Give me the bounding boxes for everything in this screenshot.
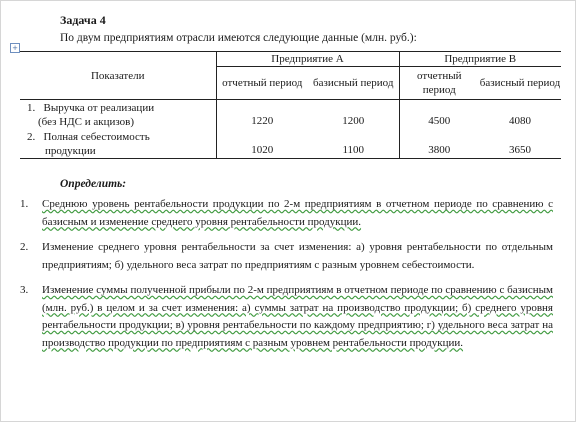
list-item: 2. Изменение среднего уровня рентабельности за счет изменения: а) уровня рентабельности по отдельным предприятиям; б) удельного веса затрат по предприятиям с разным уровнем себестоимости.: [20, 241, 553, 271]
cell-b-reporting: 4500: [399, 100, 479, 130]
task-text: Изменение среднего уровня рентабельности за счет изменения: а) уровня рентабельности по отдельным предприятиям; б) удельного веса затрат по предприятиям с разным уровнем себестоимости.: [42, 241, 553, 271]
b-base-period-header: базисный период: [479, 67, 561, 100]
table-row: [20, 100, 561, 130]
cell-b-base: 4080: [509, 115, 531, 127]
a-reporting-period-header: отчетный период: [216, 67, 308, 100]
row-indicator: 1. Выручка от реализации (без НДС и акцизов): [27, 102, 155, 128]
list-item: 3. Изменение суммы полученной прибыли по 2-м предприятиям в отчетном периоде по сравнению с базисным (млн. руб.) в целом и за счет изменения: а) суммы затрат на производство продукции; б) среднего уровня рентабельности продукции; в) уровня рентабельности по каждому предприятию; г) удельного веса затрат на производство продукции по предприятиям с разным уровнем рентабельности продукции.: [20, 284, 553, 349]
enterprise-a-header: Предприятие А: [216, 52, 399, 67]
task-title: Задача 4: [60, 13, 106, 27]
table-row: [20, 129, 561, 159]
intro-text: По двум предприятиям отрасли имеются следующие данные (млн. руб.):: [60, 32, 417, 44]
determine-label: Определить:: [60, 178, 127, 190]
task-text: Изменение суммы полученной прибыли по 2-м предприятиям в отчетном периоде по сравнению с базисным (млн. руб.) в целом и за счет изменения: а) суммы затрат на производство продукции; б) среднего уровня рентабельности продукции; в) уровня рентабельности по каждому предприятию; г) удельного веса затрат на производство продукции по предприятиям с разным уровнем рентабельности продукции.: [42, 284, 553, 349]
enterprise-b-header: Предприятие В: [399, 52, 561, 67]
b-reporting-period-header: отчетный период: [399, 67, 479, 100]
table-anchor-icon[interactable]: +: [10, 43, 20, 53]
indicator-header: Показатели: [20, 52, 216, 100]
cell-b-base: 3650: [479, 129, 561, 159]
row-indicator: 2. Полная себестоимость продукции: [20, 129, 216, 159]
data-table: [20, 51, 561, 159]
cell-a-base: 1100: [308, 129, 399, 159]
list-item: 1. Среднюю уровень рентабельности продукции по 2-м предприятиям в отчетном периоде по сравнению с базисным и изменение среднего уровня рентабельности продукции.: [20, 198, 553, 228]
task-text: Среднюю уровень рентабельности продукции по 2-м предприятиям в отчетном периоде по сравнению с базисным и изменение среднего уровня рентабельности продукции.: [42, 198, 553, 228]
cell-b-reporting: 3800: [399, 129, 479, 159]
cell-a-base: 1200: [342, 115, 365, 127]
a-base-period-header: базисный период: [308, 67, 399, 100]
cell-a-reporting: 1020: [216, 129, 308, 159]
cell-a-reporting: 1220: [216, 100, 308, 130]
task-list: [20, 196, 553, 360]
